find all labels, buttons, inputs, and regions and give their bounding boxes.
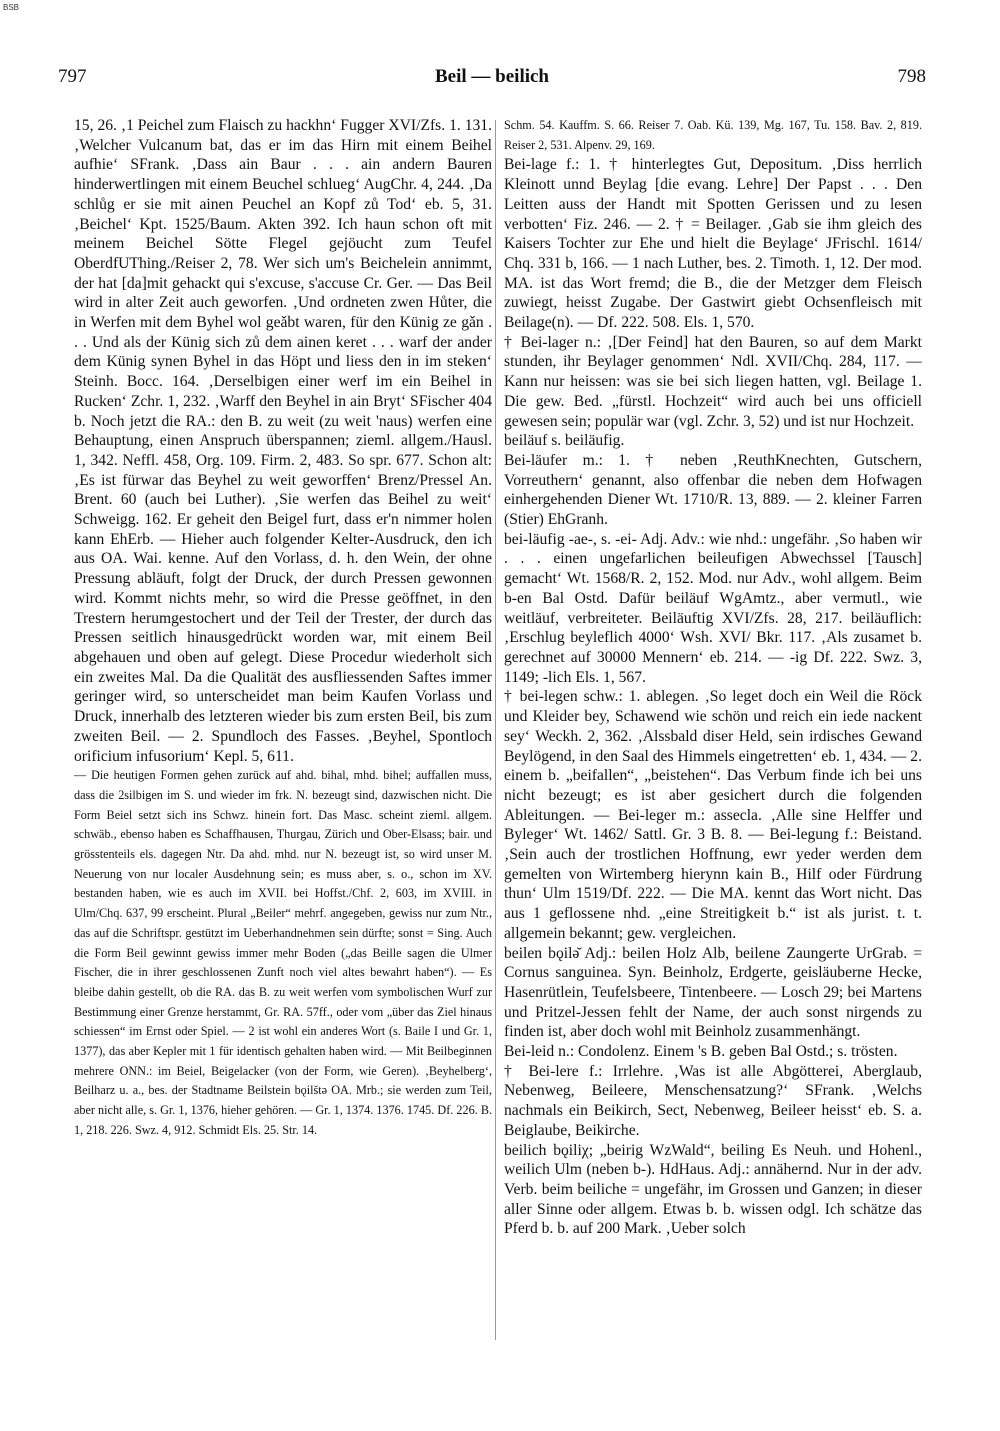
running-title: Beil — beilich: [435, 66, 549, 87]
left-page-number: 797: [58, 66, 87, 87]
note-paragraph: — Die heutigen Formen gehen zurück auf ahd. bihal, mhd. bihel; auffallen muss, dass die 2silbigen im S. und wieder im frk. N. bezeugt sind, dazwischen nicht. Die Form Beiel setzt sich ins Schwz. hinein fort. Das Masc. scheint zieml. allgem. schwäb., ebenso haben es Schaffhausen, Thurgau, Zürich und Ober-Elsass; bair. und grösstenteils els. dagegen Ntr. Da ahd. mhd. nur N. bezeugt ist, so wird unser M. Neuerung von nur localer Ausdehnung sein; es muss aber, s. o., schon im XV. bestanden haben, wie es auch im XVII. bei Hoffst./Chf. 2, 603, im XVIII. in Ulm/Chq. 637, 99 erscheint. Plural „Beiler“ mehrf. angegeben, gewiss nur zum Ntr., das auf die Schriftspr. gestützt im Ueberhandnehmen sein dürfte; sonst = Sing. Auch die Form Beil gewinnt gewiss immer mehr Boden („das Beille sagen die Ulmer Fischer, die in ihrer geschlossenen Zunft noch viel altes bewahrt haben“). — Es bleibe dahin gestellt, ob die RA. das B. zu weit werfen vom symbolischen Wurf zur Bestimmung einer Grenze herstammt, Gr. RA. 57ff., oder vom „über das Ziel hinaus schiessen“ im Ernst oder Spiel. — 2 ist wohl ein anderes Wort (s. Baile I und Gr. 1, 1377), das aber Kepler mit 1 für identisch gehalten haben wird. — Mit Beilbeginnen mehrere ONN.: im Beiel, Beigelacker (von der Form, wie Geren). ‚Beyhelberg‘, Beilharz u. a., bes. der Stadtname Beilstein bǫilštə OA. Mrb.; sie werden zum Teil, aber nicht alle, s. Gr. 1, 1376, hieher gehören. — Gr. 1, 1374. 1376. 1745. Df. 226. B. 1, 218. 226. Swz. 4, 912. Schmidt Els. 25. Str. 14.: [74, 768, 492, 1137]
entry-paragraph: beilen bǫilə̆ Adj.: beilen Holz Alb, beilene Zaungerte UrGrab. = Cornus sanguinea. Syn. Beinholz, Erdgerte, geisläuberne Hecke, Hasenrütlein, Teufelsbeere, Tintenbeere. — Losch 29; bei Martens und Pritzel-Jessen fehlt der Name, der auch sonst nirgends zu finden ist, aber doch wohl mit Beinholz zusammenhängt.: [504, 944, 922, 1041]
entry-paragraph: bei-läufig -ae-, s. -ei- Adj. Adv.: wie nhd.: ungefähr. ‚So haben wir . . . einen ungefarlichen beileufigen Abwechssel [Tausch] gemacht‘ Wt. 1568/R. 2, 152. Mod. nur Adv., wohl allgem. Beim b-en Bal Ostd. Dafür beiläuf WgAmtz., aber vermutl., wie weitläuf, verbreiteter. Beiläuftig XVI/Zfs. 28, 217. beiläuflich: ‚Erschlug beyleflich 4000‘ Wsh. XVI/ Bkr. 117. ‚Als zusamet b. gerechnet auf 30000 Mennern‘ eb. 214. — -ig Df. 222. Swz. 3, 1149; -lich Els. 1, 567.: [504, 530, 922, 686]
entry-paragraph: † Bei-lager n.: ‚[Der Feind] hat den Bauren, so auf dem Markt stunden, ihr Beylager genommen‘ Ndl. XVII/Chq. 284, 117. — Kann nur heissen: was sie bei sich liegen hatten, vgl. Beilage 1. Die gew. Bed. „fürstl. Hochzeit“ wird auch bei uns officiell gewesen sein; populär war (vgl. Zchr. 3, 52) und ist nur Hochzeit.: [504, 333, 922, 430]
entry-paragraph: † bei-legen schw.: 1. ablegen. ‚So leget doch ein Weil die Röck und Kleider bey, Schawend wie schön und reich ein iede nackent sey‘ Weckh. 2, 362. ‚Alssbald diser Held, sein irdisches Gewand Beylögend, in den Saal des Himmels eingetretten‘ eb. 1, 434. — 2. einem b. „beifallen“, „beistehen“. Das Verbum finde ich bei uns nicht bezeugt; es ist aber gesichert durch die folgenden Ableitungen. — Bei-leger m.: assecla. ‚Alle sine Helffer und Byleger‘ Wt. 1462/ Sattl. Gr. 3 B. 8. — Bei-legung f.: Beistand. ‚Sein auch der trostlichen Hoffnung, ewr yeder werden dem gemelten von Wirtemberg hierynn kain B., Hilf oder Fürdrung thun‘ Ulm 1519/Df. 222. — Die MA. kennt das Wort nicht. Das aus 1 geflossene nhd. „eine Streitigkeit b.“ ist als jurist. t. t. allgemein bekannt; gew. vergleichen.: [504, 688, 922, 942]
note-paragraph: Schm. 54. Kauffm. S. 66. Reiser 7. Oab. Kü. 139, Mg. 167, Tu. 158. Bav. 2, 819. Reiser 2, 531. Alpenv. 29, 169.: [504, 118, 922, 152]
left-column: [74, 116, 492, 1346]
column-divider: [495, 120, 496, 1340]
right-page-number: 798: [897, 66, 926, 87]
entry-paragraph: Bei-läufer m.: 1. † neben ‚ReuthKnechten, Gutschern, Vorreuthern‘ genannt, also offenbar die neben dem Hofwagen einhergehenden Diener Wt. 1710/R. 13, 889. — 2. kleiner Farren (Stier) EhGranh.: [504, 451, 922, 529]
entry-paragraph: † Bei-lere f.: Irrlehre. ‚Was ist alle Abgötterei, Aberglaub, Nebenweg, Beileere, Menschensatzung?‘ SFrank. ‚Welchs nachmals ein Beikirch, Sect, Nebenweg, Beileer heisst‘ eb. S. a. Beiglaube, Beikirche.: [504, 1062, 922, 1139]
entry-paragraph: Bei-leid n.: Condolenz. Einem 's B. geben Bal Ostd.; s. trösten.: [504, 1043, 898, 1061]
right-column: [504, 116, 922, 1346]
entry-paragraph: Bei-lage f.: 1. † hinterlegtes Gut, Depositum. ‚Diss herrlich Kleinott unnd Beylag [die evang. Lehre] Der Papst . . . Den Leitten auss der Handt mit Spotten Gerissen und zu lesen verbotten‘ Fiz. 246. — 2. † = Beilager. ‚Gab sie ihm gleich des Kaisers Tochter zur Ehe und hielt die Beylage‘ JFrischl. 1614/ Chq. 331 b, 166. — 1 nach Luther, bes. 2. Timoth. 1, 12. Der mod. MA. ist das Wort fremd; die B., die der Metzger dem Fleisch zuwiegt, heisst Zugabe. Der Gastwirt giebt Ochsenfleisch mit Beilage(n). — Df. 222. 508. Els. 1, 570.: [504, 156, 922, 332]
entry-paragraph: 15, 26. ‚1 Peichel zum Flaisch zu hackhn‘ Fugger XVI/Zfs. 1. 131. ‚Welcher Vulcanum bat, das er im das Hirn mit einem Beihel aufhie‘ SFrank. ‚Dass ain Baur . . . ain andern Bauren hinderwertlingen mit einem Beuchel schlueg‘ AugChr. 4, 244. ‚Da schlůg er sie mit ainen Peuchel an Kopf zů Tod‘ eb. 5, 31. ‚Beichel‘ Kpt. 1525/Baum. Akten 392. Ich haun schon oft mit meinem Beichel Sötte Flegel gejöucht zum Teufel OberdfUThing./Reiser 2, 78. Wer sich um's Beichelein annimmt, der hat [da]mit gehackt qui s'excuse, s'accuse Cr. Ger. — Das Beil wird in alter Zeit auch geworfen. ‚Und ordneten zwen Hůter, die in Werfen mit dem Byhel wol geǎbt waren, für den Künig ze gǎn . . . Und als der Künig sich zů dem ainen keret . . . warf der ander dem Künig synen Byhel in das Höpt und liess den in im steken‘ Steinh. Bocc. 164. ‚Derselbigen einer werf im ein Beihel in Rucken‘ Zchr. 1, 232. ‚Warff den Beyhel in ain Bryt‘ SFischer 404 b. Noch jetzt die RA.: den B. zu weit (zu weit 'naus) werfen eine Behauptung, einen Anspruch überspannen; zieml. allgem./Hausl. 1, 342. Neffl. 458, Org. 109. Firm. 2, 483. So spr. 677. Schon alt: ‚Es ist fürwar das Beyhel zu weit geworffen‘ Brenz/Pressel An. Brent. 60 (auch bei Luther). ‚Sie werfen das Beihel zu weit‘ Schweigg. 162. Er geheit den Beigel furt, dass er'n nimmer holen kann EhErb. — Hieher auch folgender Kelter-Ausdruck, den ich aus OA. Wai. kenne. Auf den Vorlass, d. h. den Wein, der ohne Pressung abläuft, folgt der Druck, der durch Pressen gewonnen wird. Kommt nichts mehr, so wird die Presse geöffnet, in den Trestern herumgestochert und der Teil der Trester, der durch das Pressen seitlich hinausgedrückt worden war, mit einem Beil abgehauen und oben auf gelegt. Diese Procedur wiederholt sich ein zweites Mal. Da die Qualität des ausfliessenden Saftes immer geringer wird, so unterscheidet man beim Kaufen Vorlass und Druck, innerhalb des letzteren wieder bis zum ersten Beil, bis zum zweiten Beil. — 2. Spundloch des Fasses. ‚Beyhel, Spontloch orificium infusorium‘ Kepl. 5, 611.: [74, 117, 492, 765]
entry-paragraph: beiläuf s. beiläufig.: [504, 432, 625, 450]
library-mark: BSB: [3, 3, 20, 12]
entry-paragraph: beilich bǫiliχ; „beirig WzWald“, beiling Es Neuh. und Hohenl., weilich Ulm (neben b-). HdHaus. Adj.: annähernd. Nur in der adv. Verb. beim beiliche = ungefähr, im Grossen und Ganzen; in dieser aller Sinne oder allgem. Etwas b. b. wissen odgl. Ich schätze das Pferd b. b. auf 200 Mark. ‚Ueber solch: [504, 1141, 922, 1238]
page-header: [58, 66, 926, 92]
